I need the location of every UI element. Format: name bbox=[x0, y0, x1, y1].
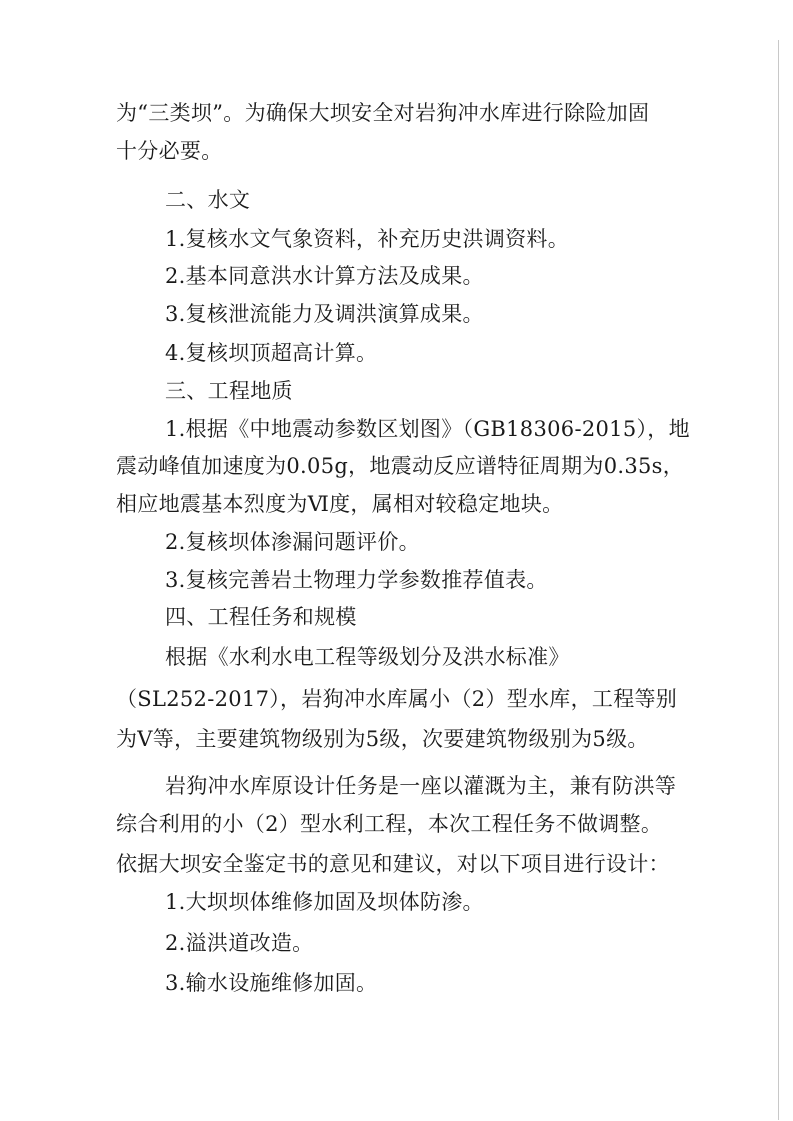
section-heading-task-scale: 四、工程任务和规模 bbox=[165, 605, 357, 629]
paragraph-line: 岩狗冲水库原设计任务是一座以灌溉为主，兼有防洪等 bbox=[165, 774, 677, 798]
section-heading-hydrology: 二、水文 bbox=[165, 188, 251, 212]
paragraph-line-1: 为“三类坝”。为确保大坝安全对岩狗冲水库进行除险加固 bbox=[116, 101, 650, 125]
list-item: 3.输水设施维修加固。 bbox=[165, 971, 378, 995]
list-item: 3.复核泄流能力及调洪演算成果。 bbox=[165, 302, 484, 326]
list-item: 1.复核水文气象资料，补充历史洪调资料。 bbox=[165, 227, 570, 251]
list-item: 2.复核坝体渗漏问题评价。 bbox=[165, 530, 420, 554]
list-item: 1.大坝坝体维修加固及坝体防渗。 bbox=[165, 890, 484, 914]
list-item: 4.复核坝顶超高计算。 bbox=[165, 341, 378, 365]
paragraph-line: 震动峰值加速度为0.05g，地震动反应谱特征周期为0.35s， bbox=[116, 454, 685, 478]
list-item: 3.复核完善岩土物理力学参数推荐值表。 bbox=[165, 568, 548, 592]
list-item: 1.根据《中地震动参数区划图》（GB18306-2015），地 bbox=[165, 417, 690, 441]
list-item: 2.溢洪道改造。 bbox=[165, 931, 314, 955]
paragraph-line: 相应地震基本烈度为Ⅵ度，属相对较稳定地块。 bbox=[116, 492, 564, 516]
paragraph-line: 根据《水利水电工程等级划分及洪水标准》 bbox=[165, 645, 570, 669]
paragraph-line: （SL252-2017），岩狗冲水库属小（2）型水库，工程等别 bbox=[116, 687, 678, 711]
paragraph-line: 依据大坝安全鉴定书的意见和建议，对以下项目进行设计： bbox=[116, 852, 670, 876]
section-heading-geology: 三、工程地质 bbox=[165, 379, 293, 403]
paragraph-line: 综合利用的小（2）型水利工程，本次工程任务不做调整。 bbox=[116, 812, 663, 836]
list-item: 2.基本同意洪水计算方法及成果。 bbox=[165, 264, 484, 288]
paragraph-line: 为Ⅴ等，主要建筑物级别为5级，次要建筑物级别为5级。 bbox=[116, 727, 649, 751]
scan-edge-line bbox=[778, 40, 779, 1120]
paragraph-line-2: 十分必要。 bbox=[116, 139, 223, 163]
